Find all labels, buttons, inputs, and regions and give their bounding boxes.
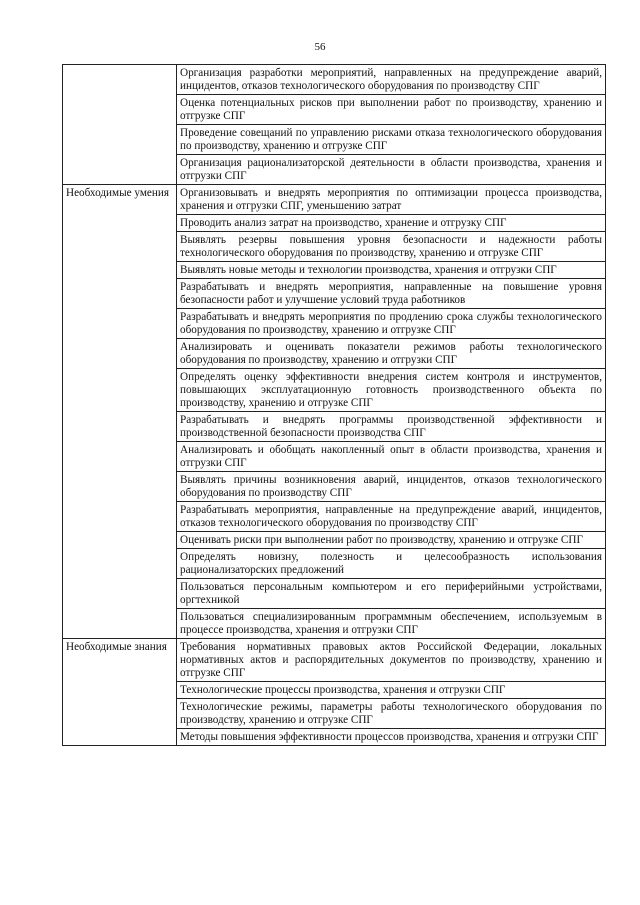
requirement-item: Пользоваться персональным компьютером и его периферийными устройствами, оргтехникой <box>177 579 606 609</box>
requirement-item: Анализировать и обобщать накопленный опыт в области производства, хранения и отгрузки СПГ <box>177 442 606 472</box>
requirement-item: Разрабатывать и внедрять мероприятия, направленные на повышение уровня безопасности работ и улучшение условий труда работников <box>177 279 606 309</box>
requirement-item: Организация рационализаторской деятельности в области производства, хранения и отгрузки СПГ <box>177 155 606 185</box>
requirement-item: Организовывать и внедрять мероприятия по оптимизации процесса производства, хранения и отгрузки СПГ, уменьшению затрат <box>177 185 606 215</box>
requirement-item: Выявлять резервы повышения уровня безопасности и надежности работы технологического оборудования по производству, хранению и отгрузке СПГ <box>177 232 606 262</box>
requirement-item: Проведение совещаний по управлению рисками отказа технологического оборудования по производству, хранению и отгрузке СПГ <box>177 125 606 155</box>
requirement-item: Проводить анализ затрат на производство, хранение и отгрузку СПГ <box>177 215 606 232</box>
requirement-item: Выявлять новые методы и технологии производства, хранения и отгрузки СПГ <box>177 262 606 279</box>
section-label: Необходимые знания <box>63 639 177 746</box>
requirement-item: Технологические режимы, параметры работы технологического оборудования по производству, хранению и отгрузке СПГ <box>177 699 606 729</box>
page-number: 56 <box>314 41 326 53</box>
table-body <box>63 65 606 746</box>
table-row <box>63 185 606 215</box>
requirement-item: Технологические процессы производства, хранения и отгрузки СПГ <box>177 682 606 699</box>
requirement-item: Определять новизну, полезность и целесообразность использования рационализаторских предложений <box>177 549 606 579</box>
requirement-item: Разрабатывать и внедрять мероприятия по продлению срока службы технологического оборудования по производству, хранению и отгрузке СПГ <box>177 309 606 339</box>
requirement-item: Выявлять причины возникновения аварий, инцидентов, отказов технологического оборудования по производству СПГ <box>177 472 606 502</box>
table-row <box>63 65 606 95</box>
requirement-item: Методы повышения эффективности процессов производства, хранения и отгрузки СПГ <box>177 729 606 746</box>
requirement-item: Оценка потенциальных рисков при выполнении работ по производству, хранению и отгрузке СПГ <box>177 95 606 125</box>
requirement-item: Требования нормативных правовых актов Российской Федерации, локальных нормативных актов и распорядительных документов по производству, хранению и отгрузке СПГ <box>177 639 606 682</box>
table-row <box>63 639 606 682</box>
requirement-item: Пользоваться специализированным программным обеспечением, используемым в процессе производства, хранения и отгрузки СПГ <box>177 609 606 639</box>
section-label <box>63 65 177 185</box>
requirement-item: Анализировать и оценивать показатели режимов работы технологического оборудования по производству, хранению и отгрузки СПГ <box>177 339 606 369</box>
requirement-item: Разрабатывать мероприятия, направленные на предупреждение аварий, инцидентов, отказов технологического оборудования по производству СПГ <box>177 502 606 532</box>
section-label: Необходимые умения <box>63 185 177 639</box>
competency-table <box>62 64 606 746</box>
requirement-item: Определять оценку эффективности внедрения систем контроля и инструментов, повышающих эксплуатационную готовность производственного объекта по производству, хранению и отгрузке СПГ <box>177 369 606 412</box>
requirement-item: Организация разработки мероприятий, направленных на предупреждение аварий, инцидентов, отказов технологического оборудования по производству СПГ <box>177 65 606 95</box>
requirement-item: Оценивать риски при выполнении работ по производству, хранению и отгрузке СПГ <box>177 532 606 549</box>
requirement-item: Разрабатывать и внедрять программы производственной эффективности и производственной безопасности производства СПГ <box>177 412 606 442</box>
